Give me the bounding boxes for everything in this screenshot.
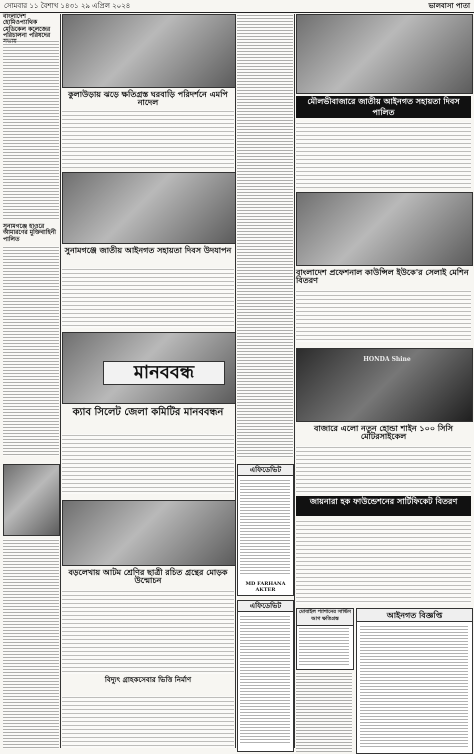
mobile-ad-text [299,627,349,665]
affidavit-name: MD FARHANA AKTER [245,581,286,593]
mobile-ad [296,608,354,670]
article-body [3,539,59,749]
column-4 [296,14,471,748]
article-headline: বাজারে এলো নতুন হোন্ডা শাইন ১০০ সিসি মোটরসাইকেল [314,423,453,442]
article-body [62,590,234,674]
article-body [237,14,293,458]
article-headline: মৌলভীবাজারে জাতীয় আইনগত সহায়তা দিবস পালিত [296,96,471,118]
article-body [3,40,59,220]
affidavit-ad [237,464,294,596]
article-headline: বিদ্যুৎ গ্রাহকসেবার ভিত্তি নির্মাণ [104,675,192,684]
affidavit-text [240,615,290,745]
article-headline: সুনামগঞ্জে হাওরে আমারণের মুক্তিবাহিনী পালিত [3,223,56,243]
affidavit-ad [237,600,294,752]
column-rule [60,14,61,748]
column-1 [3,14,59,748]
article-photo [296,14,473,94]
article-photo [296,192,473,266]
article-body [62,110,234,168]
column-2 [62,14,234,748]
article-photo [62,332,236,404]
article-headline: সুনামগঞ্জে জাতীয় আইনগত সহায়তা দিবস উদযাপন [64,245,232,255]
legal-notice-title: আইনগত বিজ্ঞপ্তি [357,609,472,622]
mobile-ad-title: মোবাইল প্যাশানের সার্ভিস আগ ক্ষতিগ্রস্ত [297,609,353,626]
affidavit-text [240,479,290,575]
header-paper-name: ভালবাসা পাতা [428,1,470,10]
article-photo [3,464,60,536]
photo-banner-text: HONDA Shine [363,356,411,363]
article-body [296,122,471,188]
affidavit-title: এফিডেভিট [238,601,293,612]
page-header [0,0,474,13]
article-headline: জায়নারা হক ফাউন্ডেশনের সার্টিফিকেট বিতরণ [296,496,471,516]
photo-banner-text: মানববন্ধ [103,361,225,385]
article-body [296,446,471,494]
article-photo [296,348,473,422]
article-body [296,672,352,752]
article-body [296,290,471,342]
article-body [296,520,471,604]
article-body [3,246,59,456]
article-headline: বাংলাদেশ প্রফেশনাল কাউন্সিল ইউকে'র সেলাই মেশিন বিতরণ [296,267,469,286]
article-photo [62,14,236,88]
header-date: সোমবার ১১ বৈশাখ ১৪৩১ ২৯ এপ্রিল ২০২৪ [4,2,131,10]
affidavit-title: এফিডেভিট [238,465,293,476]
article-headline: বাংলাদেশ হোমিওপ্যাথিক মেডিকেল কলেজের পরিচালনা পরিষদের সভায় [3,13,51,46]
article-headline: কুলাউড়ায় ঝড়ে ক্ষতিগ্রস্ত ঘরবাড়ি পরিদর্শনে এমপি নাদেল [68,89,228,108]
column-rule [294,14,295,748]
article-headline: ক্যাব সিলেট জেলা কমিটির মানববন্ধন [72,407,224,418]
article-body [62,696,234,748]
article-body [62,434,234,494]
column-3 [237,14,293,748]
article-body [62,268,234,328]
article-photo [62,172,236,244]
article-headline: বড়লেখায় আটম শ্রেণির ছাত্রী রচিত গ্রন্থের মোড়ক উন্মোচন [68,567,228,586]
legal-notice-text [360,625,468,747]
article-photo [62,500,236,566]
legal-notice-ad [356,608,473,754]
